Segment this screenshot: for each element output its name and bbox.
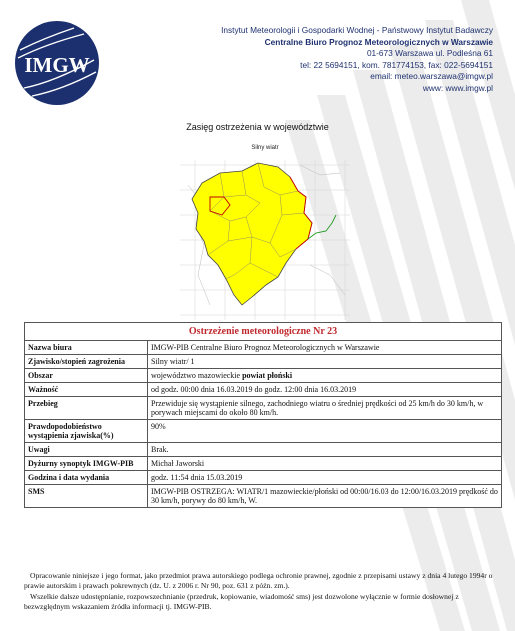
row-value: godz. 11:54 dnia 15.03.2019 xyxy=(148,471,502,485)
warning-row xyxy=(25,369,502,383)
row-label: Dyżurny synoptyk IMGW-PIB xyxy=(25,457,148,471)
row-value: Przewiduje się wystąpienie silnego, zachodniego wiatru o średniej prędkości od 25 km/h do 30 km/h, w porywach miejscami do około 80 km/h. xyxy=(148,397,502,420)
row-value: IMGW-PIB Centralne Biuro Prognoz Meteorologicznych w Warszawie xyxy=(148,341,502,355)
row-value: Brak. xyxy=(148,443,502,457)
phones: tel: 22 5694151, kom. 781774153, fax: 022-5694151 xyxy=(300,59,493,70)
map-title: Silny wiatr xyxy=(251,145,279,151)
warning-row xyxy=(25,341,502,355)
warning-row xyxy=(25,485,502,508)
row-label: Godzina i data wydania xyxy=(25,471,148,485)
row-value: Silny wiatr/ 1 xyxy=(148,355,502,369)
warning-row xyxy=(25,443,502,457)
river xyxy=(308,215,336,239)
document-title: Zasięg ostrzeżenia w województwie xyxy=(186,122,329,132)
warning-map xyxy=(180,145,350,320)
institute-info xyxy=(221,25,493,95)
row-label: Obszar xyxy=(25,369,148,383)
institute-name: Instytut Meteorologii i Gospodarki Wodnej - Państwowy Instytut Badawczy xyxy=(221,25,493,35)
imgw-logo xyxy=(14,20,100,106)
warning-row xyxy=(25,355,502,369)
map-graphic xyxy=(180,145,350,320)
row-value-bold: powiat płoński xyxy=(242,371,293,380)
row-label: Ważność xyxy=(25,383,148,397)
email[interactable]: email: meteo.warszawa@imgw.pl xyxy=(370,71,493,82)
distribution-paragraph: Wszelkie dalsze udostępnianie, rozpowszechnianie (przedruk, kopiowanie, wiadomość sms) jest dozwolone wyłącznie w formie dosłownej z bezwzględnym wskazaniem źródła informacji tj. IMGW-PIB. xyxy=(24,591,459,612)
copyright-paragraph: Opracowanie niniejsze i jego format, jako przedmiot prawa autorskiego podlega ochronie prawnej, zgodnie z przepisami ustawy z dnia 4 lutego 1994r o prawie autorskim i prawach pokrewnych (dz. U. z 2006 r. Nr 90, poz. 631 z późn. zm.). xyxy=(24,571,493,591)
row-value xyxy=(148,369,502,383)
copyright-footer xyxy=(24,571,502,613)
warning-row xyxy=(25,420,502,443)
office-name: Centralne Biuro Prognoz Meteorologicznych w Warszawie xyxy=(264,36,493,47)
row-value: Michał Jaworski xyxy=(148,457,502,471)
address: 01-673 Warszawa ul. Podleśna 61 xyxy=(366,48,493,59)
row-label: SMS xyxy=(25,485,148,508)
row-label: Prawdopodobieństwo wystąpienia zjawiska(%) xyxy=(25,420,148,443)
row-value: od godz. 00:00 dnia 16.03.2019 do godz. 12:00 dnia 16.03.2019 xyxy=(148,383,502,397)
row-label: Nazwa biura xyxy=(25,341,148,355)
logo-text: IMGW xyxy=(24,53,90,77)
warning-row xyxy=(25,397,502,420)
warning-row xyxy=(25,383,502,397)
row-label: Uwagi xyxy=(25,443,148,457)
row-label: Zjawisko/stopień zagrożenia xyxy=(25,355,148,369)
warning-heading: Ostrzeżenie meteorologiczne Nr 23 xyxy=(25,323,502,341)
warning-row xyxy=(25,457,502,471)
row-value-text: województwo mazowieckie xyxy=(151,371,241,380)
website[interactable]: www: www.imgw.pl xyxy=(422,82,493,93)
row-value: 90% xyxy=(148,420,502,443)
warning-row xyxy=(25,471,502,485)
warning-table xyxy=(24,322,502,508)
warning-heading-row xyxy=(25,323,502,341)
row-value: IMGW-PIB OSTRZEGA: WIATR/1 mazowieckie/płoński od 00:00/16.03 do 12:00/16.03.2019 prędkość do 30 km/h, porywy do 80 km/h, W. xyxy=(148,485,502,508)
row-label: Przebieg xyxy=(25,397,148,420)
